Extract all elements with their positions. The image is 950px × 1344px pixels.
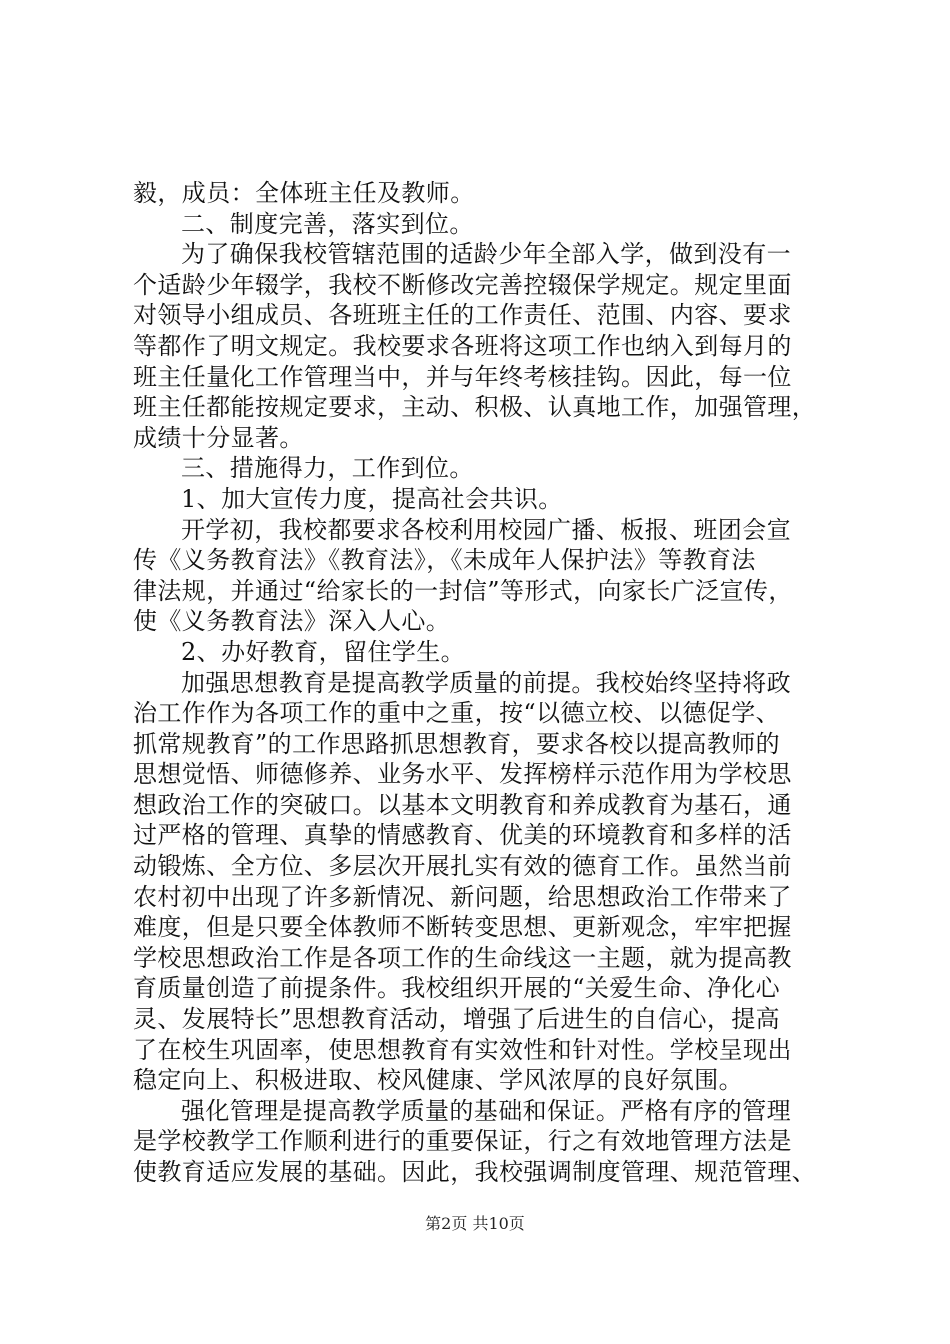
text-line: 稳定向上、积极进取、校风健康、学风浓厚的良好氛围。 (133, 1066, 743, 1095)
text-line: 为了确保我校管辖范围的适龄少年全部入学，做到没有一 (181, 240, 791, 269)
text-line: 育质量创造了前提条件。我校组织开展的“关爱生命、净化心 (133, 974, 781, 1003)
text-line: 了在校生巩固率，使思想教育有实效性和针对性。学校呈现出 (133, 1035, 792, 1064)
text-line: 难度，但是只要全体教师不断转变思想、更新观念，牢牢把握 (133, 913, 792, 942)
text-line: 是学校教学工作顺利进行的重要保证，行之有效地管理方法是 (133, 1127, 792, 1156)
text-line: 过严格的管理、真挚的情感教育、优美的环境教育和多样的活 (133, 821, 792, 850)
text-line: 想政治工作的突破口。以基本文明教育和养成教育为基石，通 (133, 790, 792, 819)
text-line: 2、办好教育，留住学生。 (181, 637, 466, 666)
text-line: 治工作作为各项工作的重中之重，按“以德立校、以德促学、 (133, 699, 781, 728)
text-line: 律法规，并通过“给家长的一封信”等形式，向家长广泛宣传， (133, 576, 793, 605)
page-footer: 第2页 共10页 (425, 1214, 525, 1233)
text-line: 传《义务教育法》《教育法》，《未成年人保护法》等教育法 (133, 546, 756, 575)
text-line: 灵、发展特长”思想教育活动，增强了后进生的自信心，提高 (133, 1005, 781, 1034)
text-line: 三、措施得力，工作到位。 (181, 454, 474, 483)
text-line: 开学初，我校都要求各校利用校园广播、板报、班团会宣 (181, 515, 791, 544)
text-line: 1、加大宣传力度，提高社会共识。 (181, 484, 563, 513)
text-line: 农村初中出现了许多新情况、新问题，给思想政治工作带来了 (133, 882, 792, 911)
text-line: 班主任量化工作管理当中，并与年终考核挂钩。因此，每一位 (133, 362, 792, 391)
text-line: 使教育适应发展的基础。因此，我校强调制度管理、规范管理、 (133, 1158, 817, 1186)
text-line: 使《义务教育法》深入人心。 (133, 607, 451, 636)
text-line: 二、制度完善，落实到位。 (181, 209, 474, 238)
text-line: 等都作了明文规定。我校要求各班将这项工作也纳入到每月的 (133, 331, 792, 360)
text-line: 个适龄少年辍学，我校不断修改完善控辍保学规定。规定里面 (133, 270, 792, 299)
text-line: 成绩十分显著。 (133, 423, 304, 452)
text-line: 班主任都能按规定要求，主动、积极、认真地工作，加强管理， (133, 393, 817, 422)
text-line: 强化管理是提高教学质量的基础和保证。严格有序的管理 (181, 1096, 791, 1125)
text-line: 动锻炼、全方位、多层次开展扎实有效的德育工作。虽然当前 (133, 852, 792, 881)
text-line: 抓常规教育”的工作思路抓思想教育，要求各校以提高教师的 (133, 729, 781, 758)
text-line: 加强思想教育是提高教学质量的前提。我校始终坚持将政 (181, 668, 791, 697)
text-line: 毅，成员：全体班主任及教师。 (133, 179, 475, 207)
text-line: 思想觉悟、师德修养、业务水平、发挥榜样示范作用为学校思 (133, 760, 792, 789)
text-line: 对领导小组成员、各班班主任的工作责任、范围、内容、要求 (133, 301, 792, 330)
document-body (133, 178, 853, 1188)
text-line: 学校思想政治工作是各项工作的生命线这一主题，就为提高教 (133, 943, 792, 972)
